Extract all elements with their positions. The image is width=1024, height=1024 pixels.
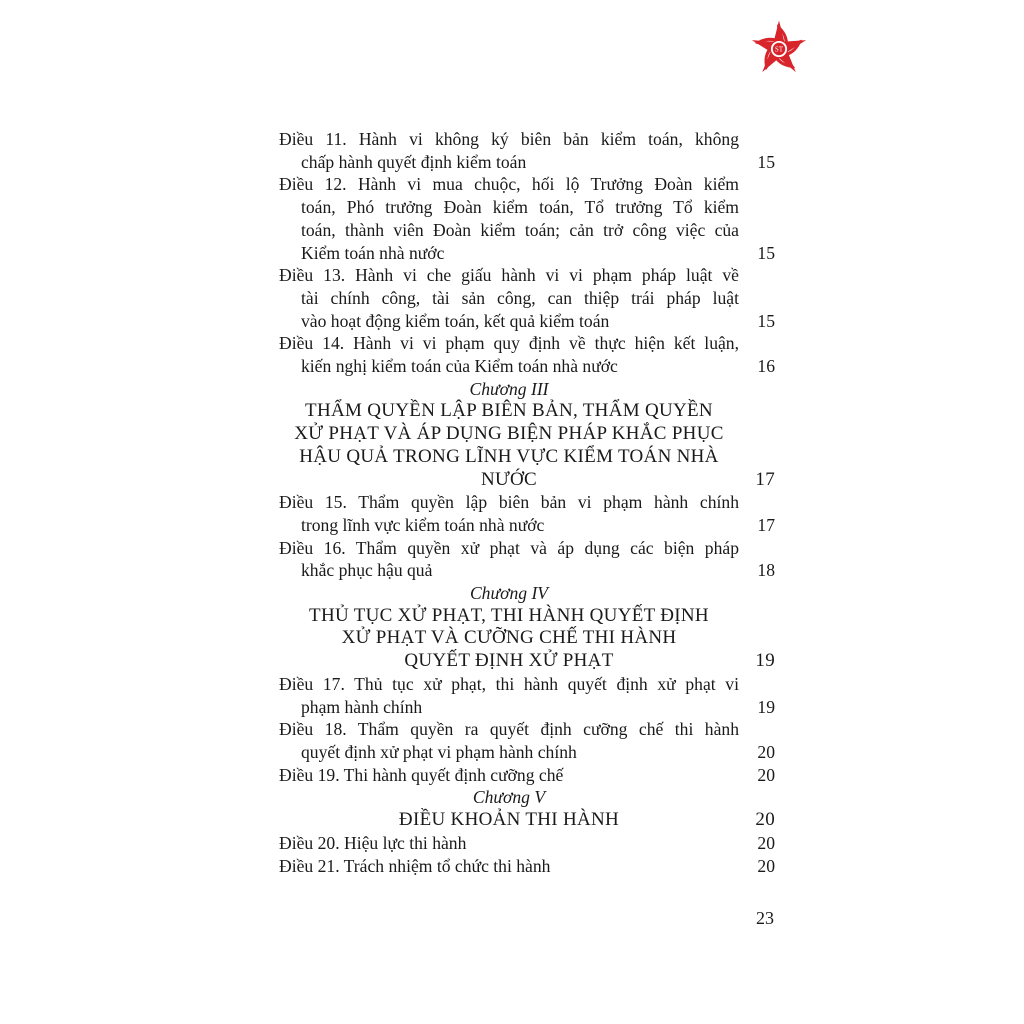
toc-page-number: 15	[757, 310, 775, 331]
chapter-5-label: Chương V	[472, 787, 546, 808]
toc-page-number: 20	[755, 809, 775, 831]
toc-page-number: 19	[755, 650, 775, 672]
toc-page-number: 16	[757, 356, 775, 377]
toc-entry-dieu-18: Điều 18. Thẩm quyền ra quyết định cưỡng chế thi hành quyết định xử phạt vi phạm hành chính 20	[279, 719, 775, 762]
toc-entry-dieu-11: Điều 11. Hành vi không ký biên bản kiểm toán, không chấp hành quyết định kiểm toán 15	[279, 129, 775, 172]
publisher-logo-icon	[748, 18, 810, 80]
chapter-3-label: Chương III	[469, 378, 549, 399]
toc-entry-dieu-14: Điều 14. Hành vi vi phạm quy định về thực hiện kết luận, kiến nghị kiểm toán của Kiểm toán nhà nước 16	[279, 333, 775, 377]
toc-page-number: 20	[757, 832, 775, 853]
chapter-3-title: THẨM QUYỀN LẬP BIÊN BẢN, THẨM QUYỀN XỬ PHẠT VÀ ÁP DỤNG BIỆN PHÁP KHẮC PHỤC HẬU QUẢ TRONG LĨNH VỰC KIỂM TOÁN NHÀ NƯỚC 17	[294, 400, 775, 490]
chapter-4-title: THỦ TỤC XỬ PHẠT, THI HÀNH QUYẾT ĐỊNH XỬ PHẠT VÀ CƯỠNG CHẾ THI HÀNH QUYẾT ĐỊNH XỬ PHẠT 19	[309, 604, 775, 672]
toc-entry-dieu-19: Điều 19. Thi hành quyết định cưỡng chế 20	[279, 764, 775, 785]
toc-page-number: 18	[757, 560, 775, 581]
toc-entry-dieu-15: Điều 15. Thẩm quyền lập biên bản vi phạm hành chính trong lĩnh vực kiểm toán nhà nước 17	[279, 492, 775, 535]
toc-entry-dieu-21: Điều 21. Trách nhiệm tổ chức thi hành 20	[279, 855, 775, 876]
toc-page-number: 15	[757, 242, 775, 263]
toc-page-number: 20	[757, 764, 775, 785]
chapter-5-title: ĐIỀU KHOẢN THI HÀNH 20	[398, 809, 775, 831]
toc-entry-dieu-20: Điều 20. Hiệu lực thi hành 20	[279, 832, 775, 853]
page-number: 23	[756, 908, 774, 928]
toc-page-number: 17	[757, 514, 775, 535]
toc-entry-dieu-12: Điều 12. Hành vi mua chuộc, hối lộ Trưởng Đoàn kiểm toán, Phó trưởng Đoàn kiểm toán, Tổ trưởng Tổ kiểm toán, thành viên Đoàn kiểm toán; cản trở công việc của Kiểm toán nhà nước 15	[279, 174, 775, 263]
chapter-4-label: Chương IV	[469, 583, 549, 604]
toc-page-number: 19	[757, 696, 775, 717]
toc-entry-dieu-16: Điều 16. Thẩm quyền xử phạt và áp dụng các biện pháp khắc phục hậu quả 18	[279, 537, 775, 581]
toc-page-number: 20	[757, 855, 775, 876]
svg-text:ST: ST	[775, 46, 783, 54]
toc-entry-dieu-17: Điều 17. Thủ tục xử phạt, thi hành quyết định xử phạt vi phạm hành chính 19	[279, 673, 775, 717]
toc-page-number: 15	[757, 151, 775, 172]
toc-page-number: 17	[755, 468, 775, 490]
toc-entry-dieu-13: Điều 13. Hành vi che giấu hành vi vi phạm pháp luật về tài chính công, tài sản công, can thiệp trái pháp luật vào hoạt động kiểm toán, kết quả kiểm toán 15	[279, 265, 775, 331]
toc-page-number: 20	[757, 741, 775, 762]
table-of-contents	[279, 128, 775, 877]
